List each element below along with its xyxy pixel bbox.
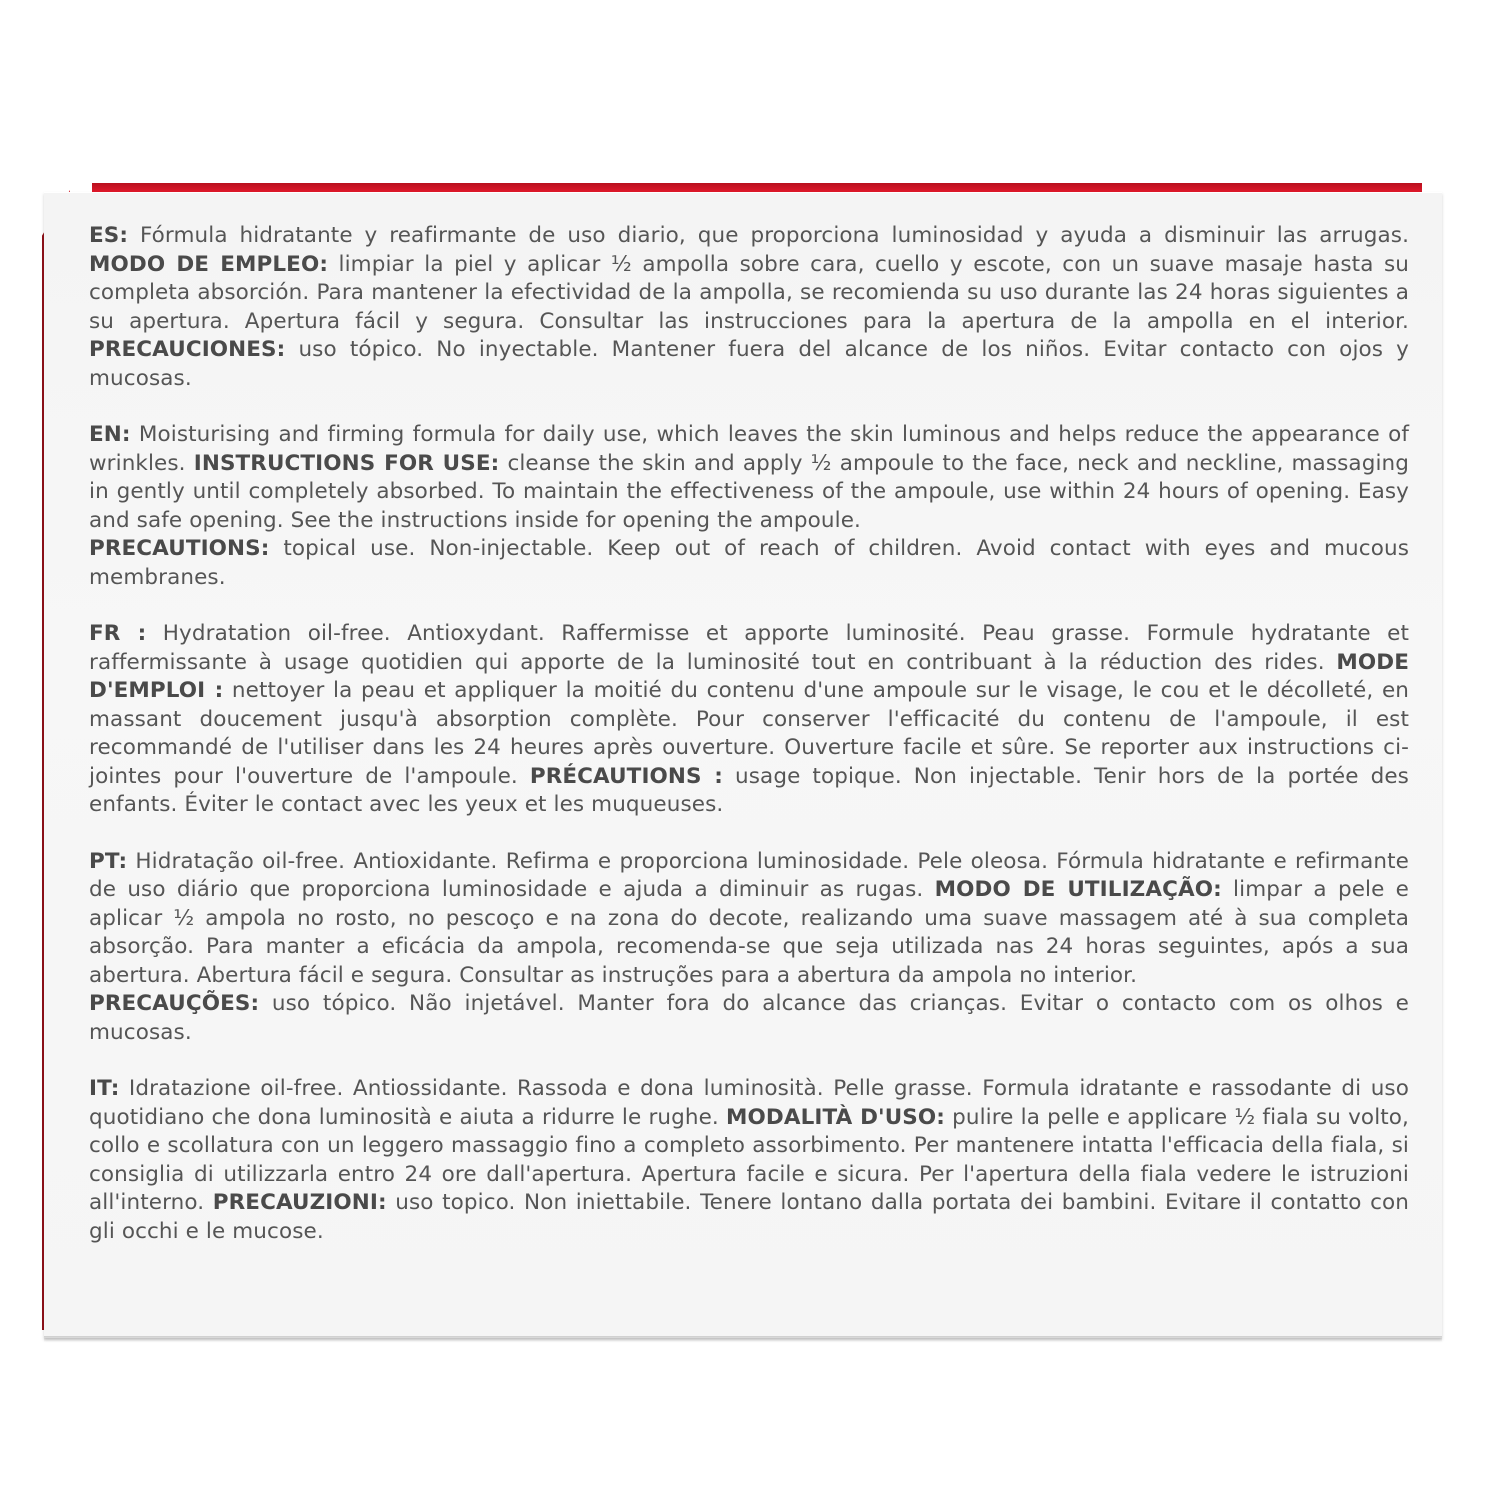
precautions-text-pt: uso tópico. Não injetável. Manter fora do alcance das crianças. Evitar o contacto com os olhos e mucosas.	[89, 991, 1409, 1045]
precautions-text-es: uso tópico. No inyectable. Mantener fuera del alcance de los niños. Evitar contacto con ojos y mucosas.	[89, 337, 1409, 391]
description-pt: Hidratação oil-free. Antioxidante. Refirma e proporciona luminosidade. Pele oleosa. Fórmula hidratante e refirmante de uso diário que proporciona luminosidade e ajuda a diminuir as rugas.	[89, 848, 1409, 902]
use-heading-es: MODO DE EMPLEO:	[89, 251, 329, 277]
section-it	[89, 1075, 1409, 1246]
precautions-heading-es: PRECAUCIONES:	[89, 337, 286, 362]
use-heading-it: MODALITÀ D'USO:	[726, 1104, 945, 1130]
use-text-fr: nettoyer la peau et appliquer la moitié du contenu d'une ampoule sur le visage, le cou et le décolleté, en massant doucement jusqu'à absorption complète. Pour conserver l'efficacité du contenu de l'ampoule, il est recommandé de l'utiliser dans les 24 heures après ouverture. Ouverture facile et sûre. Se reporter aux instructions ci-jointes pour l'ouverture de l'ampoule.	[89, 678, 1409, 789]
precautions-heading-pt: PRECAUÇÕES:	[89, 991, 260, 1016]
description-es: Fórmula hidratante y reafirmante de uso diario, que proporciona luminosidad y ayuda a disminuir las arrugas.	[128, 223, 1409, 248]
section-es	[89, 222, 1409, 393]
panel-bottom-shadow	[44, 1336, 1442, 1342]
use-text-pt: limpar a pele e aplicar ½ ampola no rosto, no pescoço e na zona do decote, realizando uma suave massagem até à sua completa absorção. Para manter a eficácia da ampola, recomenda-se que seja utilizada nas 24 horas seguintes, após a sua abertura. Abertura fácil e segura. Consultar as instruções para a abertura da ampola no interior.	[89, 877, 1410, 988]
section-en	[89, 421, 1409, 592]
section-pt	[89, 848, 1409, 1048]
lang-label-es: ES:	[89, 223, 129, 248]
precautions-heading-fr: PRÉCAUTIONS :	[529, 763, 723, 789]
use-heading-fr: MODE D'EMPLOI :	[89, 649, 1409, 703]
use-text-it: pulire la pelle e applicare ½ fiala su volto, collo e scollatura con un leggero massaggio fino a completo assorbimento. Per mantenere intatta l'efficacia della fiala, si consiglia di utilizzarla entro 24 ore dall'apertura. Apertura facile e sicura. Per l'apertura della fiala vedere le istruzioni all'interno.	[89, 1104, 1409, 1215]
multilingual-instructions	[89, 222, 1409, 1274]
description-fr: Hydratation oil-free. Antioxydant. Raffermisse et apporte luminosité. Peau grasse. Formule hydratante et raffermissante à usage quotidien qui apporte de la luminosité tout en contribuant à la réduction des rides.	[89, 621, 1410, 675]
lang-label-pt: PT:	[89, 848, 128, 874]
use-text-es: limpiar la piel y aplicar ½ ampolla sobre cara, cuello y escote, con un suave masaje hasta su completa absorción. Para mantener la efectividad de la ampolla, se recomienda su uso durante las 24 horas siguientes a su apertura. Apertura fácil y segura. Consultar las instrucciones para la apertura de la ampolla en el interior.	[89, 251, 1409, 334]
lang-label-fr: FR :	[89, 621, 147, 646]
precautions-heading-en: PRECAUTIONS:	[89, 536, 270, 561]
use-heading-pt: MODO DE UTILIZAÇÃO:	[934, 877, 1222, 902]
use-heading-en: INSTRUCTIONS FOR USE:	[193, 450, 500, 476]
precautions-text-fr: usage topique. Non injectable. Tenir hors de la portée des enfants. Éviter le contact avec les yeux et les muqueuses.	[89, 763, 1409, 817]
section-fr	[89, 620, 1409, 820]
description-it: Idratazione oil-free. Antiossidante. Rassoda e dona luminosità. Pelle grasse. Formula idratante e rassodante di uso quotidiano che dona luminosità e aiuta a ridurre le rughe.	[89, 1076, 1409, 1130]
description-en: Moisturising and firming formula for daily use, which leaves the skin luminous and helps reduce the appearance of wrinkles.	[89, 422, 1409, 476]
lang-label-en: EN:	[89, 422, 131, 447]
precautions-text-it: uso topico. Non iniettabile. Tenere lontano dalla portata dei bambini. Evitare il contatto con gli occhi e le mucose.	[89, 1190, 1409, 1244]
precautions-text-en: topical use. Non-injectable. Keep out of reach of children. Avoid contact with eyes and mucous membranes.	[89, 536, 1409, 590]
use-text-en: cleanse the skin and apply ½ ampoule to the face, neck and neckline, massaging in gently until completely absorbed. To maintain the effectiveness of the ampoule, use within 24 hours of opening. Easy and safe opening. See the instructions inside for opening the ampoule.	[89, 450, 1409, 533]
precautions-heading-it: PRECAUZIONI:	[212, 1190, 387, 1215]
lang-label-it: IT:	[89, 1076, 120, 1101]
